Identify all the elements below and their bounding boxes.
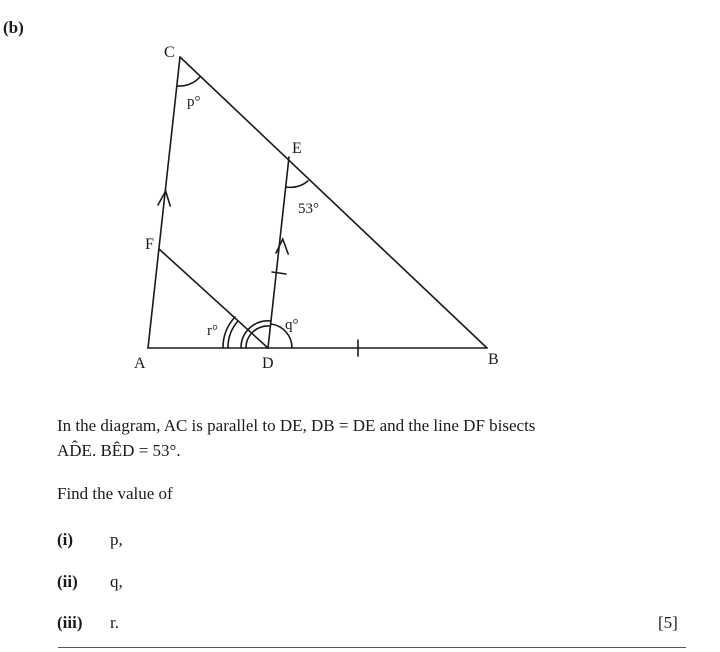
bottom-divider [58, 647, 686, 648]
point-b-label: B [488, 351, 499, 368]
angle-53-label: 53° [298, 201, 319, 217]
part-iii-variable: r. [110, 613, 119, 632]
angle-p-label: p° [187, 94, 201, 110]
question-part-label: (b) [3, 18, 24, 37]
arc-q-outer [241, 321, 271, 348]
arc-p [177, 77, 200, 86]
question-line-1: In the diagram, AC is parallel to DE, DB = DE and the line DF bisects [57, 416, 536, 435]
point-c-label: C [164, 44, 175, 61]
point-a-label: A [134, 355, 146, 372]
point-e-label: E [292, 140, 302, 157]
arc-q-inner [246, 326, 270, 348]
tick-de [272, 272, 286, 274]
question-prompt: Find the value of [57, 484, 173, 503]
marks-allocation: [5] [658, 613, 678, 632]
side-cb [180, 57, 487, 348]
part-ii-variable: q, [110, 572, 123, 591]
question-line-2: AD̂E. BÊD = 53°. [57, 441, 181, 460]
angle-q-label: q° [285, 317, 299, 333]
point-f-label: F [145, 236, 154, 253]
arc-r-outer [223, 317, 235, 348]
side-ac [148, 57, 180, 348]
part-ii-number: (ii) [57, 572, 78, 591]
angle-r-label: r° [207, 323, 218, 339]
part-i-variable: p, [110, 530, 123, 549]
part-i-number: (i) [57, 530, 74, 549]
arc-53 [286, 181, 308, 187]
part-iii-number: (iii) [57, 613, 83, 632]
point-d-label: D [262, 355, 274, 372]
